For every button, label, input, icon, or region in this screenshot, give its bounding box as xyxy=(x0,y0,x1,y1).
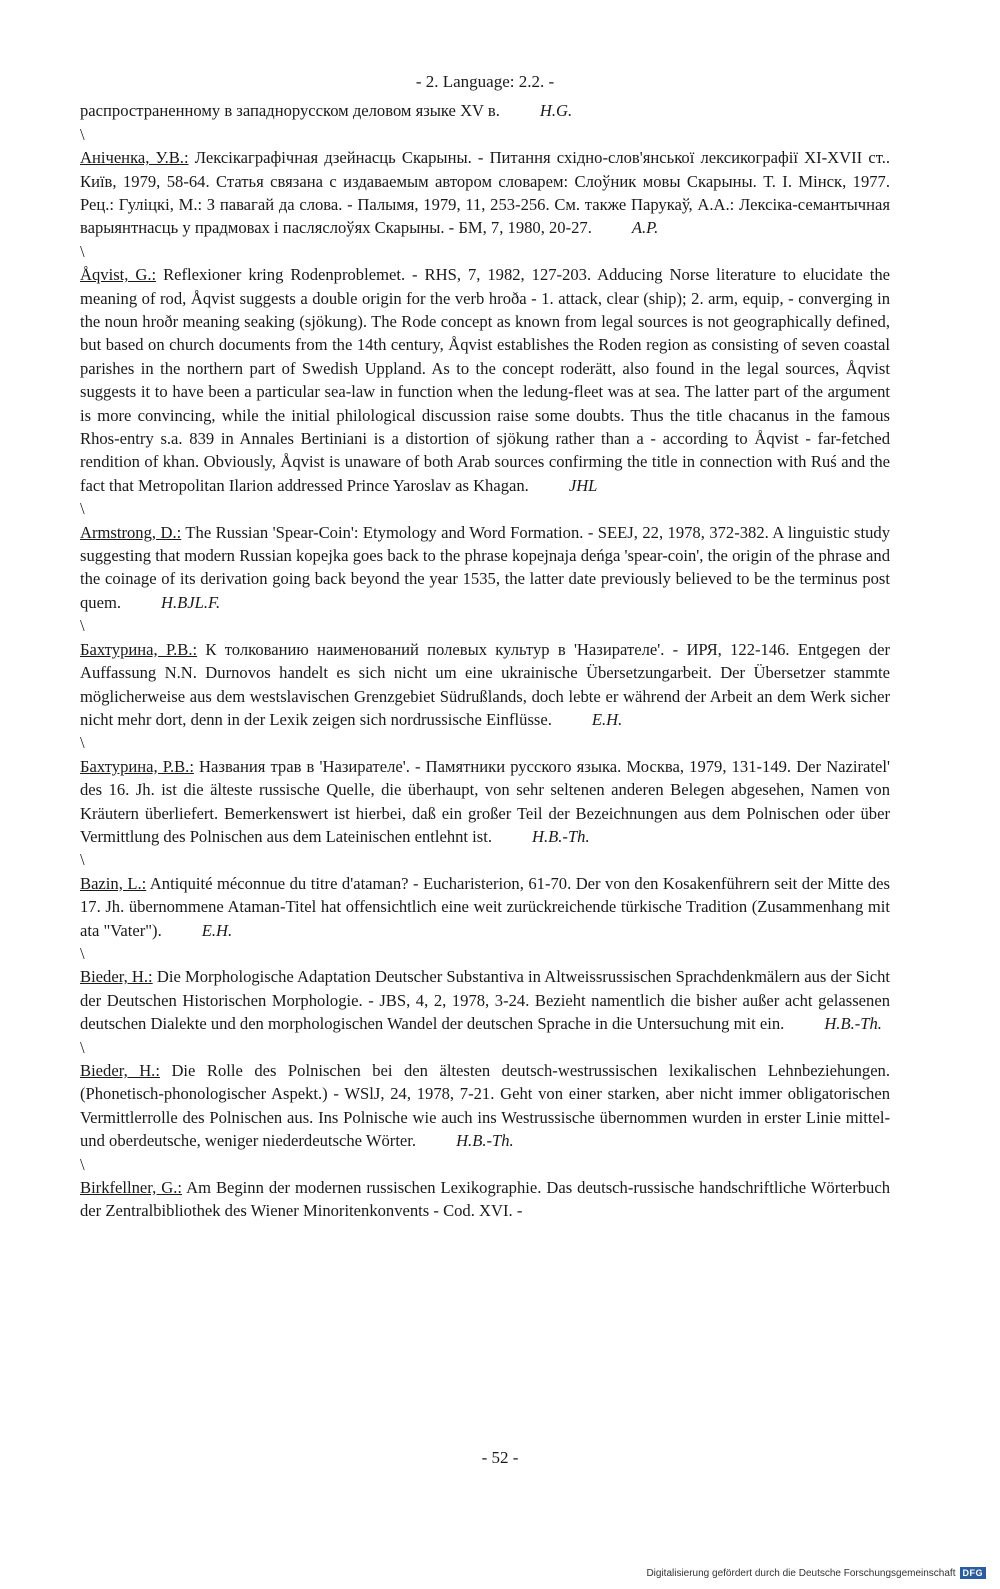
entry-author: Armstrong, D.: xyxy=(80,522,182,542)
digitization-credit xyxy=(646,1567,986,1579)
bibliography-entries xyxy=(80,123,890,1223)
entry-separator: \ xyxy=(80,733,85,753)
entry-reviewer-initials: H.B.-Th. xyxy=(456,1131,514,1151)
entry-separator: \ xyxy=(80,499,85,519)
entry-author: Bieder, H.: xyxy=(80,967,153,987)
entry-separator: \ xyxy=(80,241,85,261)
entry-separator: \ xyxy=(80,124,85,144)
entry-author: Bazin, L.: xyxy=(80,873,147,893)
entry-author: Аніченка, У.В.: xyxy=(80,148,189,168)
entry-reviewer-initials: E.H. xyxy=(591,709,623,729)
credit-text: Digitalisierung gefördert durch die Deutsche Forschungsgemeinschaft xyxy=(646,1567,956,1579)
entry-body: Названия трав в 'Назирателе'. - Памятники русского языка. Москва, 1979, 131-149. Der Naziratel' des 16. Jh. ist die älteste russische Quelle, die überhaupt, von sehr seltenen anderen Belegen abgesehen, Namen von Kräutern überliefert. Bemerkenswert ist hierbei, daß ein großer Teil der Bezeichnungen aus dem Polnischen oder über Vermittlung des Polnischen aus dem Lateinischen entlehnt ist. xyxy=(80,756,890,846)
entry-author: Bieder, H.: xyxy=(80,1060,160,1080)
entry-body: Die Rolle des Polnischen bei den ältesten deutsch-westrussischen lexikalischen Lehnbeziehungen. (Phonetisch-phonologischer Aspekt.) - WSlJ, 24, 1978, 7-21. Geht von einer starken, aber nicht immer obligatorischen Vermittlerrolle des Polnischen aus. Ins Polnische wie auch ins Westrussische übernommen wurden in erster Linie mittel- und oberdeutsche, weniger niederdeutsche Wörter. xyxy=(80,1060,891,1151)
bibliography-entry xyxy=(80,263,890,497)
entry-reviewer-initials: H.BJL.F. xyxy=(161,592,221,612)
intro-initials: H.G. xyxy=(539,101,573,121)
entry-reviewer-initials: E.H. xyxy=(201,920,233,940)
running-header: - 2. Language: 2.2. - xyxy=(415,72,555,91)
entry-body: Die Morphologische Adaptation Deutscher Substantiva in Altweissrussischen Sprachdenkmälern aus der Sicht der Deutschen Historischen Morphologie. - JBS, 4, 2, 1978, 3-24. Bezieht namentlich die bisher außer acht gelassenen deutschen Dialekte und den morphologischen Wandel der deutschen Sprache in die Untersuchung mit ein. xyxy=(80,967,890,1034)
intro-text: распространенному в западнорусском деловом языке XV в. xyxy=(80,101,500,121)
bibliography-entry xyxy=(80,1059,890,1153)
entry-body: Am Beginn der modernen russischen Lexikographie. Das deutsch-russische handschriftliche Wörterbuch der Zentralbibliothek des Wiener Minoritenkonvents - Cod. XVI. - xyxy=(80,1177,890,1221)
entry-reviewer-initials: A.P. xyxy=(631,218,659,238)
dfg-logo-icon: DFG xyxy=(960,1567,987,1579)
entry-author: Åqvist, G.: xyxy=(80,265,157,285)
entry-reviewer-initials: H.B.-Th. xyxy=(824,1014,882,1034)
entry-author: Бахтурина, Р.В.: xyxy=(80,756,194,776)
entry-body: Antiquité méconnue du titre d'ataman? - Eucharisterion, 61-70. Der von den Kosakenführern seit der Mitte des 17. Jh. übernommene Ataman-Titel hat offensichtlich eine weit zurückreichende türkische Tradition (Zusammenhang mit ata "Vater"). xyxy=(80,873,890,940)
entry-reviewer-initials: JHL xyxy=(568,475,598,495)
bibliography-entry xyxy=(80,965,890,1035)
document-page xyxy=(80,70,890,1223)
entry-author: Бахтурина, Р.В.: xyxy=(80,639,198,659)
entry-separator: \ xyxy=(80,850,85,870)
bibliography-entry xyxy=(80,521,890,615)
entry-body: К толкованию наименований полевых культур в 'Назирателе'. - ИРЯ, 122-146. Entgegen der Auffassung N.N. Durnovos handelt es sich nicht um eine ukrainische Übersetzungarbeit. Der Übersetzer stammte möglicherweise aus dem westslavischen Grenzgebiet Südrußlands, doch lebte er während der Arbeit an dem Werk sicher nicht mehr dort, denn in der Lexik zeigen sich nordrussische Einflüsse. xyxy=(80,639,890,729)
entry-reviewer-initials: H.B.-Th. xyxy=(532,826,590,846)
entry-separator: \ xyxy=(80,1037,85,1057)
entry-separator: \ xyxy=(80,616,85,636)
entry-body: Reflexioner kring Rodenproblemet. - RHS, 7, 1982, 127-203. Adducing Norse literature to elucidate the meaning of rod, Åqvist suggests a double origin for the verb hroða - 1. attack, clear (ship); 2. arm, equip, - converging in the noun hroðr meaning seaking (sjökung). The Rode concept as known from legal sources is not geographically defined, but based on church documents from the 14th century, Åqvist establishes the Roden region as consisting of seven coastal parishes in the northern part of Swedish Uppland. As to the concept roderätt, also found in the legal sources, Åqvist suggests it to have been a particular sea-law in function when the ledung-fleet was at sea. The latter part of the argument is more convincing, while the initial philological discussion raise some doubts. Thus the title chacanus in the famous Rhos-entry s.a. 839 in Annales Bertiniani is a distortion of sjökung rather than a - according to Åqvist - far-fetched rendition of khan. Obviously, Åqvist is unaware of both Arab sources confirming the title in connection with Ruś and the fact that Metropolitan Ilarion addressed Prince Yaroslav as Khagan. xyxy=(80,265,890,495)
intro-continuation xyxy=(80,99,890,122)
entry-body: The Russian 'Spear-Coin': Etymology and Word Formation. - SEEJ, 22, 1978, 372-382. A linguistic study suggesting that modern Russian kopejka goes back to the phrase kopejnaja deńga 'spear-coin', the origin of the phrase and the coinage of its derivation going back beyond the year 1535, the latter date previously believed to be the terminus post quem. xyxy=(80,522,890,612)
page-number: - 52 - xyxy=(481,1448,519,1467)
bibliography-entry xyxy=(80,1176,890,1223)
entry-separator: \ xyxy=(80,1154,85,1174)
entry-body: Лексікаграфічная дзейнасць Скарыны. - Питання східно-слов'янської лексикографії XI-XVII ст.. Київ, 1979, 58-64. Статья связана с издаваемым автором словарем: Слоўник мовы Скарыны. Т. I. Мінск, 1977. Рец.: Гуліцкі, М.: З павагай да слова. - Палымя, 1979, 11, 253-256. См. также Парукаў, А.А.: Лексіка-семантычная варыянтнасць у прадмовах і пасляслоўях Скарыны. - БМ, 7, 1980, 20-27. xyxy=(80,148,890,238)
bibliography-entry xyxy=(80,146,890,240)
bibliography-entry xyxy=(80,638,890,732)
entry-author: Birkfellner, G.: xyxy=(80,1177,183,1197)
bibliography-entry xyxy=(80,872,890,942)
entry-separator: \ xyxy=(80,943,85,963)
bibliography-entry xyxy=(80,755,890,849)
